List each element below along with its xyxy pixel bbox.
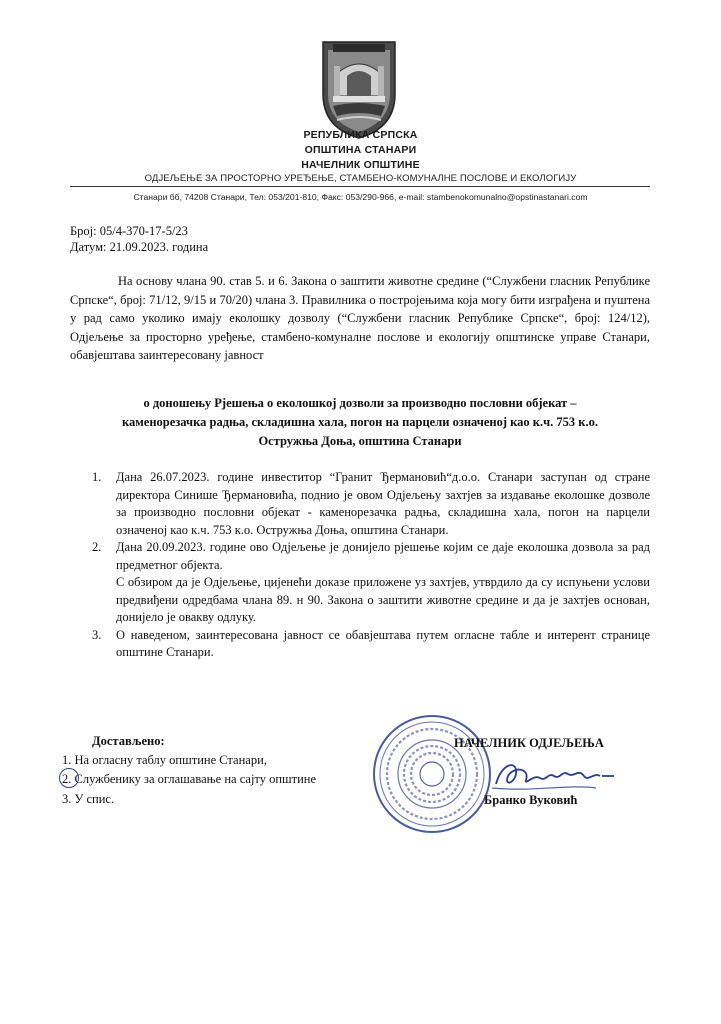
handwritten-signature-icon (490, 754, 620, 796)
subject-line: о доношењу Рјешења о еколошкој дозволи за производно пословни објекат – (143, 396, 577, 410)
office-name: НАЧЕЛНИК ОПШТИНЕ (301, 159, 420, 171)
list-text-continuation: С обзиром да је Одјељење, цијенећи доказе приложене уз захтјев, утврдило да су испуњени услови предвиђени одредбама члана 89. н 90. Закона о заштити животне средине и да је захтјев основан, донијело је овакву одлуку. (116, 575, 650, 624)
subject-line: Остружња Доња, општина Станари (258, 434, 462, 448)
document-date: Датум: 21.09.2023. година (70, 240, 209, 254)
list-number: 1. (92, 470, 102, 484)
numbered-list (92, 469, 650, 662)
subject-heading (70, 394, 650, 451)
delivered-item: 1. На огласну таблу општине Станари, (62, 753, 267, 767)
country-name: РЕПУБЛИКА СРПСКА (303, 129, 418, 141)
letterhead (0, 128, 721, 173)
list-item (92, 469, 650, 539)
list-text: Дана 26.07.2023. године инвеститор “Гранит Ђермановић“д.о.о. Станари заступан од стране директора Синише Ђермановића, поднио је овом Одјељењу захтјев за издавање еколошке дозволе за производно пословни објекат - каменорезачка радња, складишна хала, погон на парцели означеној као к.ч. 753 к.о. Остружња Доња, општина Станари. (116, 470, 650, 537)
municipality-name: ОПШТИНА СТАНАРИ (304, 144, 417, 156)
list-number: 3. (92, 627, 102, 642)
contact-line: Станари бб, 74208 Станари, Тел: 053/201-810, Факс: 053/290-966, e-mail: stambenokomunalno@opstinastanari.com (133, 192, 588, 202)
list-item (92, 539, 650, 627)
signatory-name: Бранко Вуковић (484, 793, 578, 807)
municipality-crest-icon (319, 36, 399, 140)
header-divider (70, 186, 650, 187)
delivered-item: 2. Службенику за оглашавање на сајту општине (62, 772, 317, 786)
delivered-item: 3. У спис. (62, 792, 115, 806)
intro-paragraph: На основу члана 90. став 5. и 6. Закона о заштити животне средине (“Службени гласник Републике Српске“, број: 71/12, 9/15 и 70/20) члана 3. Правилника о постројењима која могу бити изграђена и пуштена у рад само уколико имају еколошку дозволу (“Службени гласник Републике Српске“, број: 124/12), Одјељење за просторно уређење, стамбено-комуналне послове и екологију општинске управе Станари, обавјештава заинтересовану јавност (70, 274, 650, 362)
list-text: Дана 20.09.2023. године ово Одјељење је донијело рјешење којим се даје еколошка дозвола за рад предметног објекта. (116, 540, 650, 572)
delivered-title: Достављено: (92, 734, 165, 748)
list-number: 2. (92, 540, 102, 554)
official-stamp-icon (370, 712, 494, 836)
subject-line: каменорезачка радња, складишна хала, погон на парцели означеној као к.ч. 753 к.о. (122, 415, 598, 429)
department-name: ОДЈЕЉЕЊЕ ЗА ПРОСТОРНО УРЕЂЕЊЕ, СТАМБЕНО-КОМУНАЛНЕ ПОСЛОВЕ И ЕКОЛОГИЈУ (144, 173, 577, 184)
signatory-title: НАЧЕЛНИК ОДЈЕЉЕЊА (454, 736, 604, 750)
document-number: Број: 05/4-370-17-5/23 (70, 224, 188, 238)
handwritten-circle-mark (59, 768, 79, 788)
list-item (92, 627, 650, 662)
list-text: О наведеном, заинтересована јавност се обавјештава путем огласне табле и интерент странице општине Станари. (116, 627, 650, 659)
